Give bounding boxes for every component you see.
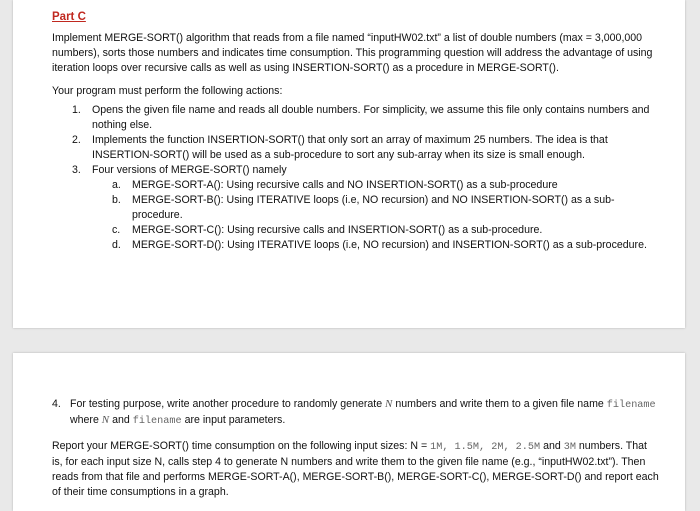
document-page-1	[13, 0, 685, 328]
list-number: 2.	[72, 134, 81, 146]
var-filename: filename	[606, 400, 656, 411]
report-text-3: numbers. That is, for each input size N, calls step 4 to generate N numbers and write them to the given file name (e.g., “inputHW02.txt”). Then reads from that file and performs MERGE-SORT-A(), MERGE-SORT-B(), MERGE-SORT-C(), MERGE-SORT-D() and report each of their time consumptions in a graph.	[52, 440, 659, 498]
list-text: Opens the given file name and reads all double numbers. For simplicity, we assume this file only contains numbers and nothing else.	[92, 104, 650, 131]
intro-paragraph: Implement MERGE-SORT() algorithm that reads from a file named “inputHW02.txt” a list of double numbers (max = 3,000,000 numbers), sorts those numbers and indicates time consumption. This programming question will address the advantage of using iteration loops over recursive calls as well as using INSERTION-SORT() as a procedure in MERGE-SORT().	[52, 32, 653, 74]
sub-list-item	[52, 178, 659, 193]
list-item	[52, 103, 659, 133]
var-n: N	[385, 398, 393, 410]
item4-text-4: and	[109, 414, 133, 426]
document-page-2	[13, 353, 685, 511]
list-item	[52, 133, 659, 163]
input-sizes: 1M, 1.5M, 2M, 2.5M	[430, 442, 541, 453]
list-number: 3.	[72, 164, 81, 176]
list-text: Four versions of MERGE-SORT() namely	[92, 164, 287, 176]
page-1-content	[52, 10, 659, 253]
list-item	[52, 163, 659, 178]
report-paragraph	[52, 439, 659, 500]
item4-text-3: where	[70, 414, 102, 426]
sub-list-text: MERGE-SORT-D(): Using ITERATIVE loops (i.e, NO recursion) and INSERTION-SORT() as a sub-procedure.	[132, 239, 647, 251]
list-number: 4.	[52, 398, 61, 410]
input-size-last: 3M	[563, 442, 576, 453]
report-text-1: Report your MERGE-SORT() time consumption on the following input sizes: N =	[52, 440, 431, 452]
sub-list-item	[52, 238, 659, 253]
sub-list-item	[52, 193, 659, 223]
sub-list-letter: b.	[112, 194, 121, 206]
var-filename: filename	[132, 416, 182, 427]
sub-list-letter: c.	[112, 224, 121, 236]
sub-list-text: MERGE-SORT-A(): Using recursive calls and NO INSERTION-SORT() as a sub-procedure	[132, 179, 558, 191]
list-number: 1.	[72, 104, 81, 116]
sub-list-text: MERGE-SORT-C(): Using recursive calls and INSERTION-SORT() as a sub-procedure.	[132, 224, 543, 236]
sub-list-item	[52, 223, 659, 238]
item4-text-2: numbers and write them to a given file name	[392, 398, 607, 410]
list-text: Implements the function INSERTION-SORT() that only sort an array of maximum 25 numbers. The idea is that INSERTION-SORT() will be used as a sub-procedure to sort any sub-array when its size is small enough.	[92, 134, 608, 161]
page-2-content	[52, 397, 659, 500]
report-text-2: and	[540, 440, 564, 452]
sub-list-letter: a.	[112, 179, 121, 191]
list-item-4	[52, 397, 659, 429]
item4-text-5: are input parameters.	[181, 414, 286, 426]
var-n: N	[101, 414, 110, 426]
part-title: Part C	[52, 11, 86, 23]
sub-list-letter: d.	[112, 239, 121, 251]
sub-list-text: MERGE-SORT-B(): Using ITERATIVE loops (i.e, NO recursion) and NO INSERTION-SORT() as a sub-procedure.	[132, 194, 615, 221]
actions-lead: Your program must perform the following actions:	[52, 85, 283, 97]
item4-text-1: For testing purpose, write another procedure to randomly generate	[70, 398, 386, 410]
